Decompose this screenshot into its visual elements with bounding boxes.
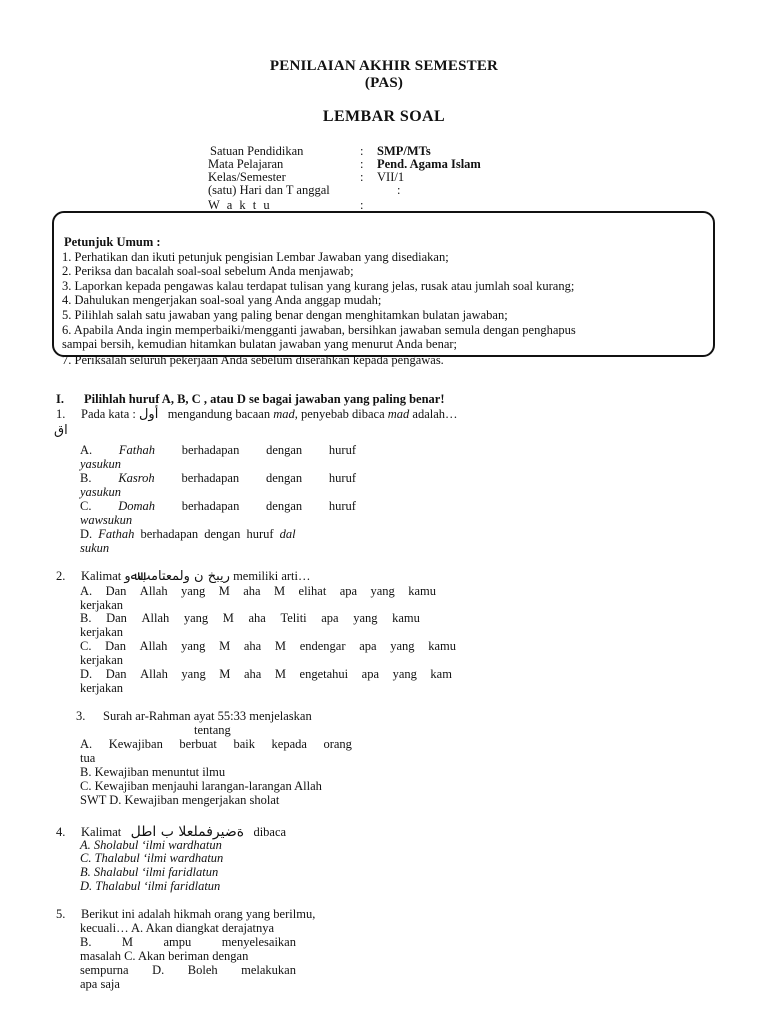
option-word: yang — [353, 611, 378, 625]
instruction-item: sampai bersih, kemudian hitamkan bulatan jawaban yang menurut Anda benar; — [62, 337, 458, 351]
option-word: M — [274, 667, 286, 681]
option-word: A. — [80, 584, 93, 598]
info-label-time: W a k t u — [208, 198, 272, 212]
info-value-school: SMP/MTs — [377, 144, 431, 158]
option-word: apa — [359, 639, 377, 653]
option-word: aha — [248, 611, 266, 625]
option-b-cont: yasukun — [80, 485, 121, 499]
line-word: B. — [80, 935, 92, 949]
info-label-date: (satu) Hari dan T anggal — [208, 183, 330, 197]
question-text: Berikut ini adalah hikmah orang yang berilmu, — [81, 907, 316, 921]
option-word: M — [274, 584, 286, 598]
option-word: orang — [323, 737, 352, 751]
instruction-item: 5. Pilihlah salah satu jawaban yang paling benar dengan menghitamkan bulatan jawaban; — [62, 308, 508, 322]
question-line: masalah C. Akan beriman dengan — [80, 949, 249, 963]
option-d-cont: sukun — [80, 541, 110, 555]
question-number: 2. — [56, 569, 66, 583]
arabic-phrase: ريبخ ن ولمعتامبﷲو — [124, 569, 230, 584]
option-word: elihat — [298, 584, 327, 598]
option-c — [80, 639, 456, 653]
option-word: baik — [233, 737, 255, 751]
option-d-cont: kerjakan — [80, 681, 124, 695]
question-text-cont: tentang — [194, 723, 231, 737]
option-a-cont: kerjakan — [80, 598, 124, 612]
option-b: B. Kewajiban menuntut ilmu — [80, 765, 226, 779]
option-word: M — [218, 584, 230, 598]
option-word: yang — [392, 667, 417, 681]
info-label-school: Satuan Pendidikan — [210, 144, 304, 158]
question-text: Kalimat ةضيرفملعلا ب اطل dibaca — [81, 824, 287, 840]
section-title: Pilihlah huruf A, B, C , atau D se bagai jawaban yang paling benar! — [84, 392, 445, 406]
option-word: Allah — [141, 611, 170, 625]
option-word: Kewajiban — [108, 737, 163, 751]
arabic-word: اق — [54, 423, 68, 438]
option-b: B. Shalabul ‘ilmi faridlatun — [80, 865, 219, 879]
option-word: M — [222, 611, 234, 625]
option-word: Allah — [140, 667, 168, 681]
question-line — [80, 935, 296, 949]
info-sep: : — [397, 183, 401, 197]
info-label-subject: Mata Pelajaran — [208, 157, 284, 171]
option-word: M — [219, 667, 231, 681]
info-value-class: VII/1 — [377, 170, 405, 184]
option-word: M — [274, 639, 287, 653]
arabic-phrase: ةضيرفملعلا ب اطل — [130, 824, 245, 840]
question-text: Pada kata : أول mengandung bacaan mad, penyebab dibaca mad adalah… — [81, 407, 458, 422]
option-c-cont: wawsukun — [80, 513, 133, 527]
option-word: C. — [80, 639, 92, 653]
option-word: kamu — [428, 639, 456, 653]
info-value-subject: Pend. Agama Islam — [377, 157, 481, 171]
option-word: Allah — [139, 639, 168, 653]
option-word: apa — [339, 584, 358, 598]
line-word: ampu — [163, 935, 192, 949]
option-word: endengar — [299, 639, 346, 653]
option-b — [80, 611, 420, 625]
option-c: C. Domah berhadapan dengan huruf — [80, 499, 356, 513]
option-word: kamu — [392, 611, 420, 625]
instruction-item: 3. Laporkan kepada pengawas kalau terdapat tulisan yang kurang jelas, rusak atau jumlah soal kurang; — [62, 279, 575, 293]
question-number: 3. — [76, 709, 86, 723]
option-c: C. Kewajiban menjauhi larangan-larangan Allah — [80, 779, 322, 793]
question-number: 5. — [56, 907, 66, 921]
option-word: kam — [430, 667, 452, 681]
option-a — [80, 737, 352, 751]
info-sep: : — [360, 198, 364, 212]
option-a — [80, 584, 436, 598]
option-word: D. — [80, 667, 93, 681]
option-word: aha — [243, 667, 262, 681]
option-word: A. — [80, 737, 93, 751]
option-word: yang — [370, 584, 395, 598]
info-sep: : — [360, 170, 364, 184]
option-word: Dan — [106, 611, 127, 625]
option-word: aha — [243, 639, 262, 653]
option-word: B. — [80, 611, 92, 625]
question-number: 4. — [56, 825, 66, 839]
line-word: M — [121, 935, 134, 949]
option-word: Dan — [105, 667, 127, 681]
arabic-word: أول — [138, 407, 159, 422]
option-word: M — [219, 639, 231, 653]
option-word: yang — [390, 639, 415, 653]
option-word: kepada — [271, 737, 307, 751]
section-number: I. — [56, 392, 64, 406]
line-word: Boleh — [187, 963, 218, 977]
option-d: D. Fathah berhadapan dengan huruf dal — [80, 527, 296, 541]
question-line — [80, 963, 296, 977]
option-d: D. Thalabul ‘ilmi faridlatun — [80, 879, 221, 893]
instructions-heading: Petunjuk Umum : — [64, 235, 161, 249]
info-label-class: Kelas/Semester — [208, 170, 286, 184]
exam-subtitle: (PAS) — [364, 75, 404, 91]
question-text: Kalimat ريبخ ن ولمعتامبﷲو memiliki arti… — [81, 569, 311, 584]
option-d: SWT D. Kewajiban mengerjakan sholat — [80, 793, 280, 807]
question-line: kecuali… A. Akan diangkat derajatnya — [80, 921, 275, 935]
instruction-item: 2. Periksa dan bacalah soal-soal sebelum Anda menjawab; — [62, 264, 354, 278]
instruction-item: 4. Dahulukan mengerjakan soal-soal yang Anda anggap mudah; — [62, 293, 382, 307]
question-text: Surah ar-Rahman ayat 55:33 menjelaskan — [103, 709, 312, 723]
info-sep: : — [360, 144, 364, 158]
line-word: sempurna — [80, 963, 129, 977]
option-word: Teliti — [280, 611, 307, 625]
instruction-item: 1. Perhatikan dan ikuti petunjuk pengisian Lembar Jawaban yang disediakan; — [62, 250, 449, 264]
option-word: aha — [243, 584, 261, 598]
option-d — [80, 667, 452, 681]
option-a: A. Fathah berhadapan dengan huruf — [80, 443, 356, 457]
option-word: apa — [321, 611, 339, 625]
option-word: engetahui — [299, 667, 349, 681]
question-line: apa saja — [80, 977, 120, 991]
exam-title: PENILAIAN AKHIR SEMESTER — [269, 58, 499, 74]
option-a-cont: tua — [80, 751, 96, 765]
option-word: yang — [183, 611, 209, 625]
line-word: melakukan — [241, 963, 296, 977]
option-word: yang — [180, 584, 206, 598]
instruction-item: 7. Periksalah seluruh pekerjaan Anda sebelum diserahkan kepada pengawas. — [62, 353, 444, 367]
option-word: apa — [361, 667, 380, 681]
option-a: A. Sholabul ‘ilmi wardhatun — [80, 838, 222, 852]
option-word: kamu — [408, 584, 436, 598]
question-number: 1. — [56, 407, 66, 421]
option-a-cont: yasukun — [80, 457, 121, 471]
option-b: B. Kasroh berhadapan dengan huruf — [80, 471, 356, 485]
instruction-item: 6. Apabila Anda ingin memperbaiki/mengganti jawaban, bersihkan jawaban semula dengan penghapus — [62, 323, 576, 337]
option-c: C. Thalabul ‘ilmi wardhatun — [80, 851, 224, 865]
line-word: menyelesaikan — [221, 935, 296, 949]
option-word: Allah — [139, 584, 168, 598]
option-word: yang — [181, 639, 206, 653]
line-word: D. — [152, 963, 165, 977]
info-sep: : — [360, 157, 364, 171]
sheet-title: LEMBAR SOAL — [322, 108, 446, 125]
option-word: yang — [181, 667, 206, 681]
option-word: Dan — [105, 639, 126, 653]
option-word: berbuat — [179, 737, 217, 751]
option-c-cont: kerjakan — [80, 653, 124, 667]
option-word: Dan — [105, 584, 127, 598]
option-b-cont: kerjakan — [80, 625, 124, 639]
